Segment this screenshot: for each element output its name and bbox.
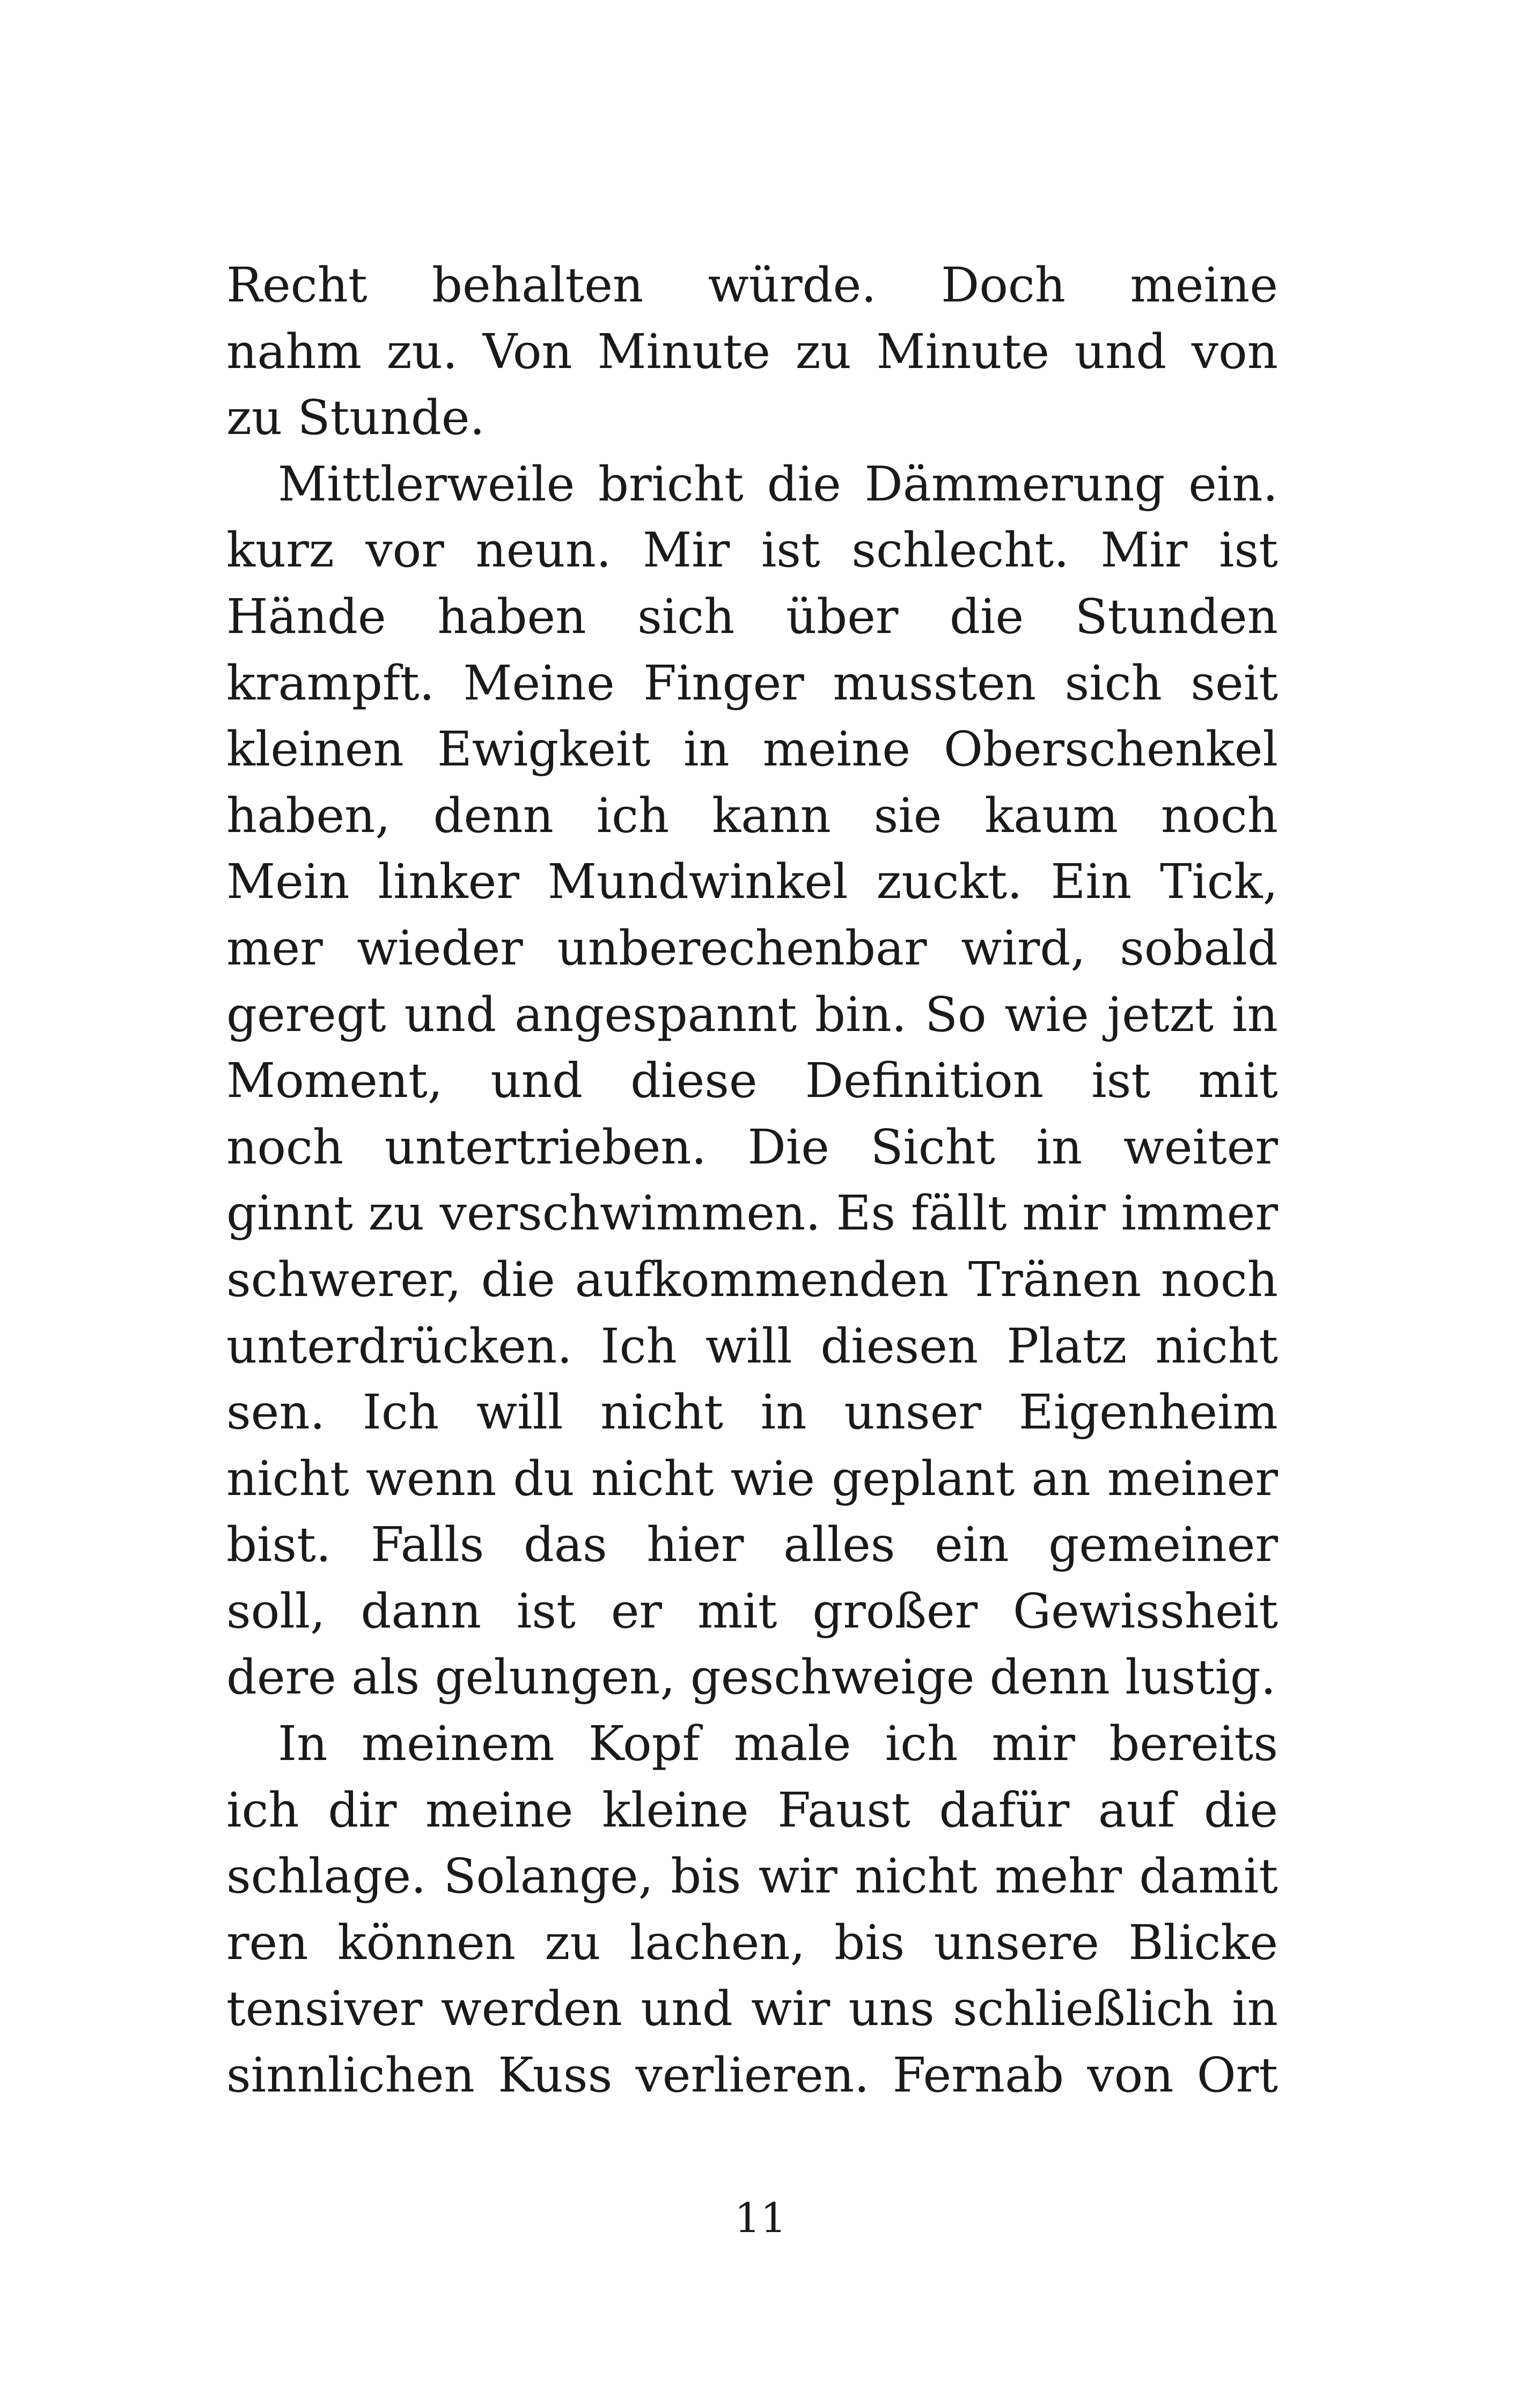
text-line: kurz vor neun. Mir ist schlecht. Mir ist bbox=[226, 522, 1278, 578]
text-line: krampft. Meine Finger mussten sich seit bbox=[226, 654, 1278, 711]
text-line: nahm zu. Von Minute zu Minute und von bbox=[226, 323, 1278, 379]
text-line: ren können zu lachen, bis unsere Blicke bbox=[226, 1914, 1278, 1970]
text-line: kleinen Ewigkeit in meine Oberschenkel bbox=[226, 721, 1278, 777]
text-line: geregt und angespannt bin. So wie jetzt in bbox=[226, 986, 1278, 1042]
text-line: zu Stunde. bbox=[226, 389, 485, 446]
page-number: 11 bbox=[734, 2194, 787, 2242]
text-line: bist. Falls das hier alles ein gemeiner bbox=[226, 1516, 1278, 1573]
text-line: tensiver werden und wir uns schließlich in bbox=[226, 1980, 1278, 2037]
text-line: haben, denn ich kann sie kaum noch bbox=[226, 787, 1278, 843]
text-line: Recht behalten würde. Doch meine bbox=[226, 257, 1278, 313]
text-line: nicht wenn du nicht wie geplant an meiner bbox=[226, 1450, 1278, 1506]
text-line: sinnlichen Kuss verlieren. Fernab von Ort bbox=[226, 2047, 1278, 2103]
body-text bbox=[226, 252, 1278, 2109]
text-line: Mein linker Mundwinkel zuckt. Ein Tick, bbox=[226, 853, 1278, 910]
text-line: noch untertrieben. Die Sicht in weiter bbox=[226, 1118, 1278, 1175]
text-line: soll, dann ist er mit großer Gewissheit bbox=[226, 1582, 1278, 1639]
text-line: schwerer, die aufkommenden Tränen noch bbox=[226, 1251, 1278, 1307]
text-line: dere als gelungen, geschweige denn lustig. bbox=[226, 1649, 1276, 1705]
text-line: schlage. Solange, bis wir nicht mehr damit bbox=[226, 1848, 1278, 1904]
text-line: In meinem Kopf male ich mir bereits bbox=[278, 1715, 1278, 1772]
text-line: Hände haben sich über die Stunden bbox=[226, 588, 1278, 644]
text-line: ginnt zu verschwimmen. Es fällt mir immer bbox=[226, 1185, 1278, 1241]
text-line: Mittlerweile bricht die Dämmerung ein. bbox=[278, 455, 1278, 512]
text-line: unterdrücken. Ich will diesen Platz nicht bbox=[226, 1317, 1278, 1374]
text-line: Moment, und diese Definition ist mit bbox=[226, 1052, 1278, 1109]
text-line: sen. Ich will nicht in unser Eigenheim bbox=[226, 1384, 1278, 1440]
text-line: ich dir meine kleine Faust dafür auf die bbox=[226, 1781, 1278, 1838]
text-line: mer wieder unberechenbar wird, sobald bbox=[226, 919, 1278, 976]
